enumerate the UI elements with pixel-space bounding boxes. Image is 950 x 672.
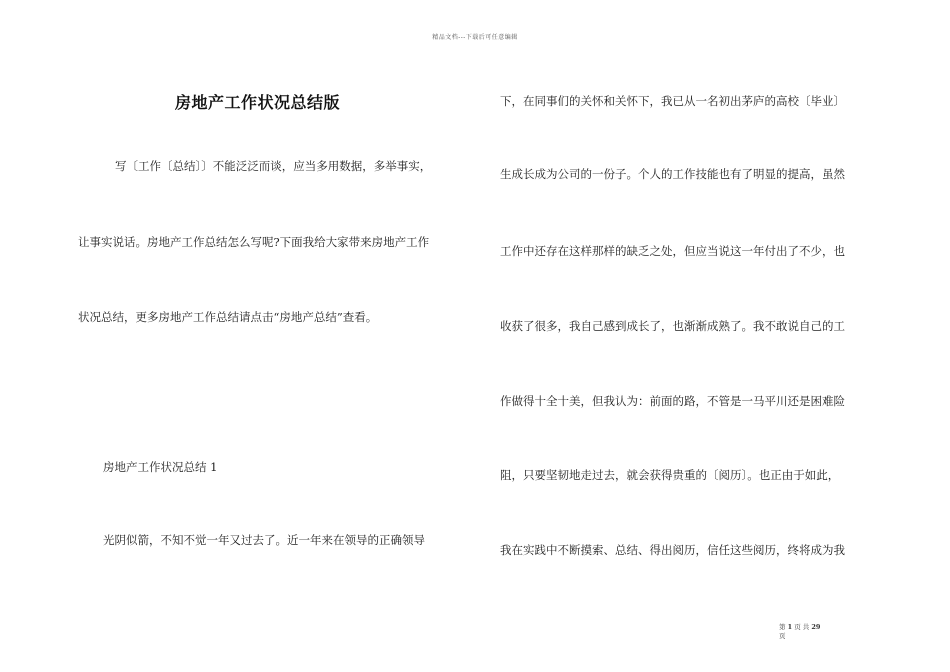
intro-paragraph-line-3: 状况总结，更多房地产工作总结请点击“房地产总结”查看。 xyxy=(78,310,378,324)
intro-paragraph-line-1: 写〔工作〔总结〕〕不能泛泛而谈，应当多用数据，多举事实， xyxy=(115,159,432,173)
right-column-line-5: 作做得十全十美，但我认为：前面的路，不管是一马平川还是困难险 xyxy=(500,394,845,408)
page-label-prefix: 第 xyxy=(779,623,786,631)
total-pages-number: 29 xyxy=(811,623,821,631)
right-column-line-4: 收获了很多，我自己感到成长了，也渐渐成熟了。我不敢说自己的工 xyxy=(500,319,845,333)
right-column-line-7: 我在实践中不断摸索、总结、得出阅历，信任这些阅历，终将成为我 xyxy=(500,543,845,557)
right-column-line-1: 下，在同事们的关怀和关怀下，我已从一名初出茅庐的高校〔毕业〕 xyxy=(500,94,845,108)
body-paragraph-line-1: 光阴似箭，不知不觉一年又过去了。近一年来在领导的正确领导 xyxy=(103,533,425,547)
intro-paragraph-line-2: 让事实说话。房地产工作总结怎么写呢?下面我给大家带来房地产工作 xyxy=(78,235,430,249)
right-column-line-6: 阻，只要坚韧地走过去，就会获得贵重的〔阅历〕。也正由于如此， xyxy=(500,468,840,482)
document-title: 房地产工作状况总结版 xyxy=(175,93,341,112)
page-label-suffix: 页 xyxy=(779,632,786,640)
right-column-line-2: 生成长成为公司的一份子。个人的工作技能也有了明显的提高，虽然 xyxy=(500,167,845,181)
page-label-middle: 页 共 xyxy=(794,623,810,631)
right-column-line-3: 工作中还存在这样那样的缺乏之处，但应当说这一年付出了不少，也 xyxy=(500,244,845,258)
current-page-number: 1 xyxy=(787,623,793,631)
page-header: 精品文档---下载后可任意编辑 xyxy=(432,34,518,41)
section-heading: 房地产工作状况总结 1 xyxy=(103,460,218,474)
page-number xyxy=(779,623,820,641)
